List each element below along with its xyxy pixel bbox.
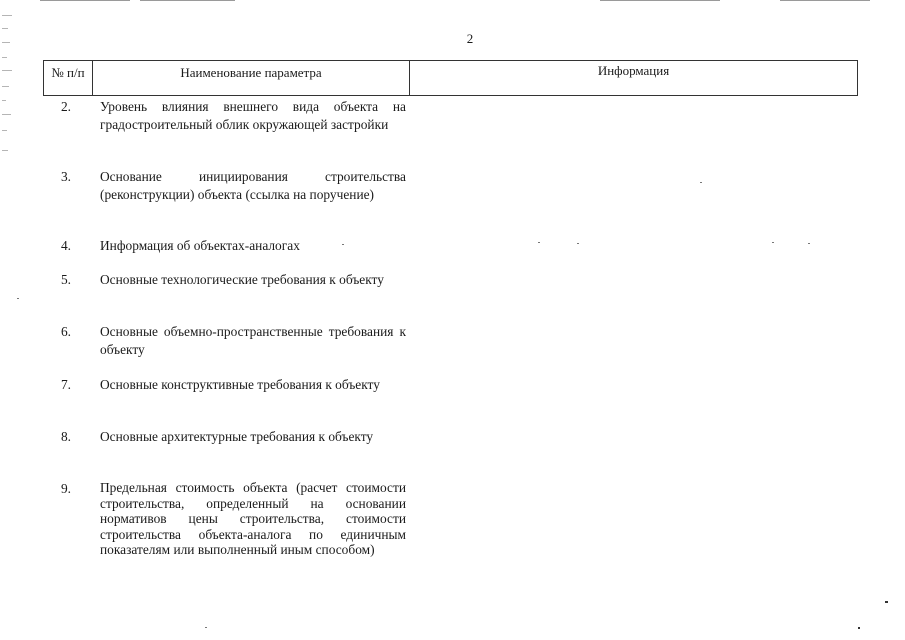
header-information: Информация <box>597 63 670 78</box>
scan-edge-line <box>780 0 870 1</box>
row-number: 8. <box>60 429 72 444</box>
row-parameter: Уровень влияния внешнего вида объекта на градостроительный облик окружающей застройки <box>100 99 406 132</box>
row-number: 9. <box>60 481 72 496</box>
scan-speck <box>577 243 579 244</box>
row-parameter: Основные архитектурные требования к объекту <box>100 429 374 444</box>
scan-speck <box>342 244 344 245</box>
row-parameter: Основные конструктивные требования к объекту <box>100 377 380 392</box>
row-number: 4. <box>60 238 72 253</box>
scan-edge-line <box>40 0 130 1</box>
scan-speck <box>808 243 810 244</box>
row-parameter: Основание инициирования строительства (реконструкции) объекта (ссылка на поручение) <box>100 169 406 202</box>
scan-edge-line <box>600 0 720 1</box>
page-number: 2 <box>466 31 474 46</box>
scan-speck <box>858 627 860 629</box>
row-parameter: Основные технологические требования к объекту <box>100 272 384 287</box>
table-row <box>43 323 408 358</box>
binding-marks <box>2 10 14 170</box>
scan-speck <box>17 298 19 299</box>
row-number: 3. <box>60 169 72 184</box>
row-parameter: Информация об объектах-аналогах <box>100 238 300 253</box>
scan-speck <box>700 182 702 183</box>
scan-speck <box>772 242 774 243</box>
scan-speck <box>205 627 207 628</box>
scan-edge-line <box>140 0 235 1</box>
table-row <box>43 376 408 394</box>
table-row <box>43 271 408 289</box>
scan-speck <box>885 601 888 603</box>
scan-speck <box>538 242 540 243</box>
table-header <box>43 60 858 96</box>
table-row <box>43 480 408 558</box>
header-parameter-name: Наименование параметра <box>93 61 410 95</box>
row-parameter: Основные объемно-пространственные требования к объекту <box>100 324 406 357</box>
table-row <box>43 237 408 255</box>
row-parameter: Предельная стоимость объекта (расчет стоимости строительства, определенный на основании нормативов цены строительства, стоимости строительства объекта-аналога по единичным показателям или выполненный иным способом) <box>100 480 406 557</box>
header-number: № п/п <box>44 61 93 95</box>
row-number: 5. <box>60 272 72 287</box>
row-number: 6. <box>60 324 72 339</box>
table-row <box>43 98 408 133</box>
table-row <box>43 168 408 203</box>
table-row <box>43 428 408 446</box>
row-number: 7. <box>60 377 72 392</box>
row-number: 2. <box>60 99 72 114</box>
